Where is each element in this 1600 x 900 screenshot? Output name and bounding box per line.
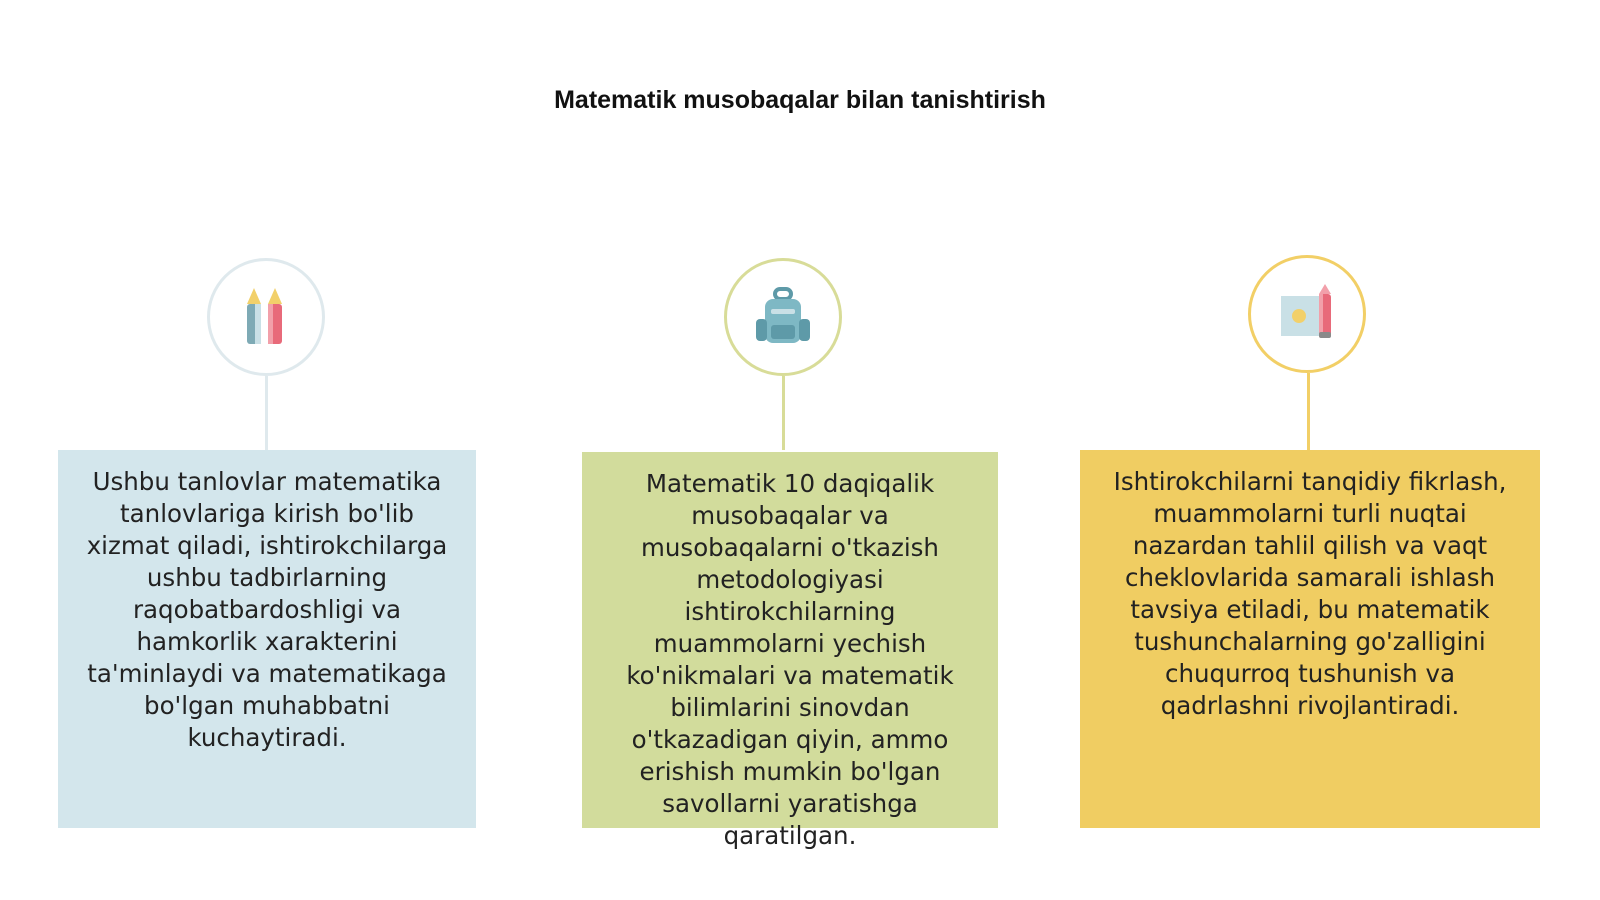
card-1-text: Ushbu tanlovlar matematika tanlovlariga kirish bo'lib xizmat qiladi, ishtirokchilarga ushbu tadbirlarning raqobatbardoshligi va hamkorlik xarakterini ta'minlaydi va matematikaga bo'lgan muhabbatni kuchaytiradi. — [86, 467, 448, 752]
icon-circle-3 — [1248, 255, 1366, 373]
icon-circle-2 — [724, 258, 842, 376]
icon-circle-1 — [207, 258, 325, 376]
info-card-3 — [1080, 450, 1540, 828]
connector-1 — [265, 376, 268, 450]
pencils-icon — [238, 284, 294, 350]
slide-title: Matematik musobaqalar bilan tanishtirish — [554, 86, 1046, 114]
backpack-icon — [752, 285, 814, 349]
card-3-text: Ishtirokchilarni tanqidiy fikrlash, muammolarni turli nuqtai nazardan tahlil qilish va vaqt cheklovlarida samarali ishlash tavsiya etiladi, bu matematik tushunchalarning go'zalligini chuqurroq tushunish va qadrlashni rivojlantiradi. — [1113, 467, 1507, 720]
connector-3 — [1307, 373, 1310, 451]
info-card-1 — [58, 450, 476, 828]
paper-pencil-icon — [1275, 282, 1339, 346]
info-card-2 — [582, 452, 998, 850]
card-2-text: Matematik 10 daqiqalik musobaqalar va musobaqalarni o'tkazish metodologiyasi ishtirokchilarning muammolarni yechish ko'nikmalari va matematik bilimlarini sinovdan o'tkazadigan qiyin, ammo erishish mumkin bo'lgan savollarni yaratishga qaratilgan. — [626, 469, 954, 850]
connector-2 — [782, 376, 785, 450]
